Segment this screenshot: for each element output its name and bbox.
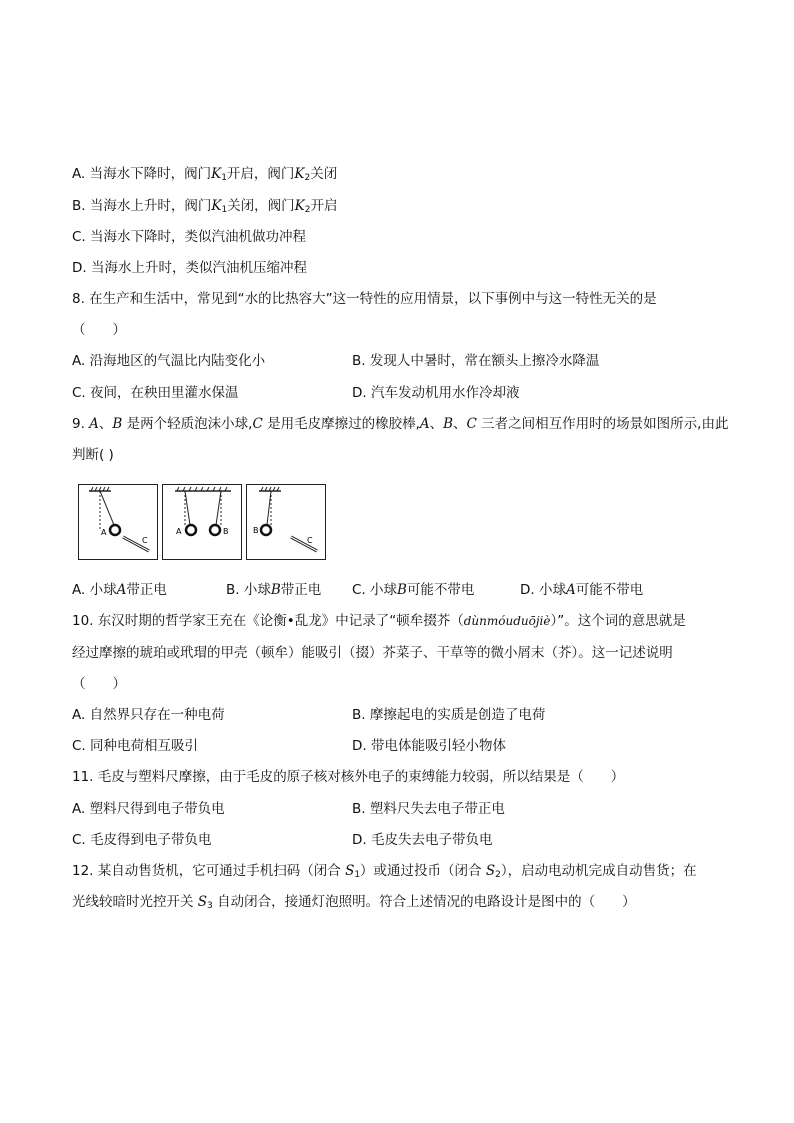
q10-option-a: A. 自然界只存在一种电荷 xyxy=(72,707,225,723)
q9-option-c: C. 小球B可能不带电 xyxy=(352,582,475,598)
q8-options-row1 xyxy=(72,352,600,370)
q9-p3-label-c: C xyxy=(307,536,313,545)
q10-options-row2 xyxy=(72,737,506,755)
q9-panel-3-drawing xyxy=(247,485,327,561)
q11-option-b: B. 塑料尺失去电子带正电 xyxy=(352,801,505,817)
q10-option-d: D. 带电体能吸引轻小物体 xyxy=(352,738,506,754)
q8-stem: 8. 在生产和生活中，常见到“水的比热容大”这一特性的应用情景，以下事例中与这一特性无关的是 xyxy=(72,291,657,307)
q9-option-a: A. 小球A带正电 xyxy=(72,582,167,598)
q9-panel-2-drawing xyxy=(163,485,243,561)
q8-blank: （ ） xyxy=(72,322,126,338)
q8-options-row2 xyxy=(72,384,520,402)
q9-option-d: D. 小球A可能不带电 xyxy=(520,582,644,598)
q9-p2-label-b: B xyxy=(223,527,229,536)
q9-figure-panel-2 xyxy=(162,484,242,560)
q12-stem-line1: 12. 某自动售货机，它可通过手机扫码（闭合 $S_1$）或通过投币（闭合 $S_2$），启动电动机完成自动售货；在 xyxy=(72,863,697,880)
q9-figure-panel-1 xyxy=(78,484,158,560)
q9-panel-1-drawing xyxy=(79,485,159,561)
q9-stem: 9. A、B 是两个轻质泡沫小球,C 是用毛皮摩擦过的橡胶棒,A、B、C 三者之间相互作用时的场景如图所示,由此 xyxy=(72,416,729,432)
q9-options xyxy=(72,581,643,599)
q12-stem-line2: 光线较暗时光控开关 $S_3$ 自动闭合，接通灯泡照明。符合上述情况的电路设计是图中的（ ） xyxy=(72,894,636,911)
q11-options-row2 xyxy=(72,831,493,849)
q10-option-c: C. 同种电荷相互吸引 xyxy=(72,738,199,754)
q7-option-b: B. 当海水上升时，阀门$K_1$关闭，阀门$K_2$开启 xyxy=(72,198,338,215)
q9-p3-label-b: B xyxy=(253,526,259,535)
q11-options-row1 xyxy=(72,800,505,818)
q9-p2-label-a: A xyxy=(176,527,182,536)
q10-options-row1 xyxy=(72,706,546,724)
q8-option-d: D. 汽车发动机用水作冷却液 xyxy=(352,385,520,401)
q11-option-a: A. 塑料尺得到电子带负电 xyxy=(72,801,225,817)
q9-p1-label-a: A xyxy=(101,528,107,537)
q10-stem-line1: 10. 东汉时期的哲学家王充在《论衡•乱龙》中记录了“顿牟掇芥（dùnmóuduōjiè）”。这个词的意思就是 xyxy=(72,613,686,629)
q9-option-b: B. 小球B带正电 xyxy=(226,582,322,598)
q10-blank: （ ） xyxy=(72,676,126,692)
q7-option-c: C. 当海水下降时，类似汽油机做功冲程 xyxy=(72,229,307,245)
q11-option-c: C. 毛皮得到电子带负电 xyxy=(72,832,212,848)
q7-option-a: A. 当海水下降时，阀门$K_1$开启，阀门$K_2$关闭 xyxy=(72,166,338,183)
q9-p1-label-c: C xyxy=(142,536,148,545)
q9-stem-line2: 判断( ) xyxy=(72,447,114,463)
q11-stem: 11. 毛皮与塑料尺摩擦，由于毛皮的原子核对核外电子的束缚能力较弱，所以结果是（ ） xyxy=(72,769,625,785)
q11-option-d: D. 毛皮失去电子带负电 xyxy=(352,832,493,848)
q7-option-d: D. 当海水上升时，类似汽油机压缩冲程 xyxy=(72,260,307,276)
q8-option-c: C. 夜间，在秧田里灌水保温 xyxy=(72,385,239,401)
q10-option-b: B. 摩擦起电的实质是创造了电荷 xyxy=(352,707,546,723)
q9-figure-panel-3 xyxy=(246,484,326,560)
q8-option-a: A. 沿海地区的气温比内陆变化小 xyxy=(72,353,266,369)
q10-stem-line2: 经过摩擦的琥珀或玳瑁的甲壳（顿牟）能吸引（掇）芥菜子、干草等的微小屑末（芥）。这一记述说明 xyxy=(72,645,673,661)
q8-option-b: B. 发现人中暑时，常在额头上擦冷水降温 xyxy=(352,353,600,369)
